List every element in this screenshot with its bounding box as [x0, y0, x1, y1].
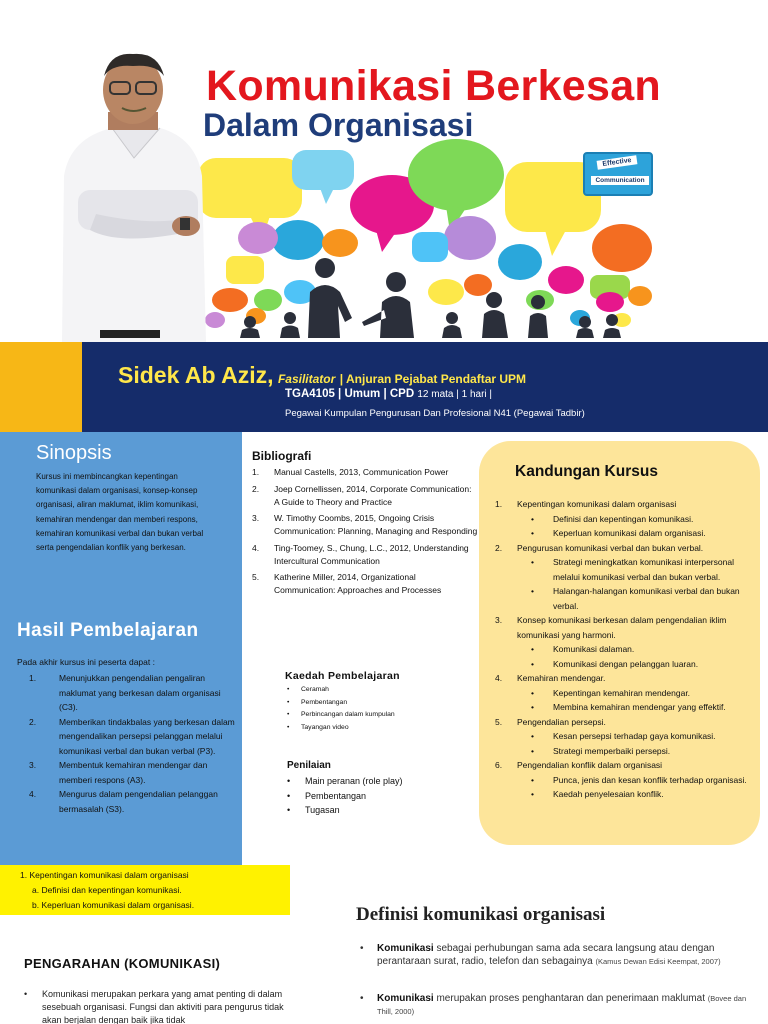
sub-list-item: • Kaedah penyelesaian konflik. [529, 787, 755, 802]
list-item: • Tugasan [287, 803, 467, 818]
list-item: • Ceramah [285, 685, 395, 696]
kaedah-list [285, 685, 395, 735]
effective-communication-card [583, 152, 653, 196]
list-item: 4. Ting-Toomey, S., Chung, L.C., 2012, Understanding Intercultural Communication [252, 542, 469, 566]
bibliografi-heading: Bibliografi [252, 449, 312, 463]
penilaian-heading: Penilaian [287, 760, 331, 771]
course-hours: 12 mata | 1 hari | [417, 389, 493, 400]
sub-list-item: • Kesan persepsi terhadap gaya komunikasi. [529, 729, 755, 744]
facilitator-photo [62, 54, 206, 342]
hasil-list [17, 671, 241, 816]
card-label-communication: Communication [591, 176, 649, 185]
facilitator-banner [82, 342, 768, 432]
sinopsis-text: Kursus ini membincangkan kepentingan komunikasi dalam organisasi, konsep-konsep organisasi, aliran maklumat, iklim komunikasi, kemahiran mendengar dan memberi respons, kemahiran komunikasi verbal dan bukan verbal serta pengendalian konflik yang berkesan. [36, 472, 204, 553]
sub-list-item: • Komunikasi dalaman. [529, 642, 755, 657]
pengarahan-body [24, 988, 286, 1024]
list-item: • Tayangan video [285, 723, 395, 734]
definisi-heading: Definisi komunikasi organisasi [356, 904, 606, 925]
list-item: 3. Membentuk kemahiran mendengar dan memberi respons (A3). [29, 760, 208, 785]
list-item: 2. Memberikan tindakbalas yang berkesan dalam mengendalikan persepsi pelanggan melalui komunikasi verbal dan bukan verbal (P3). [29, 716, 235, 756]
hasil-intro: Pada akhir kursus ini peserta dapat : [17, 657, 155, 667]
list-item: • Pembentangan [287, 789, 467, 804]
list-item: 2. Pengurusan komunikasi verbal dan bukan verbal. • Strategi meningkatkan komunikasi interpersonal melalui komunikasi verbal dan bukan verbal. • Halangan-halangan komunikasi verbal dan bukan verbal. [493, 541, 755, 614]
strip-line-b: b. Keperluan komunikasi dalam organisasi. [32, 900, 195, 910]
strip-line-a: a. Definisi dan kepentingan komunikasi. [32, 885, 182, 895]
kandungan-heading: Kandungan Kursus [515, 463, 658, 480]
sub-list-item: • Keperluan komunikasi dalam organisasi. [529, 526, 755, 541]
list-item: 3. Konsep komunikasi berkesan dalam pengendalian iklim komunikasi yang harmoni. • Komunikasi dalaman. • Komunikasi dengan pelanggan luaran. [493, 613, 755, 671]
list-item: 5. Pengendalian persepsi. • Kesan persepsi terhadap gaya komunikasi. • Strategi memperbaiki persepsi. [493, 715, 755, 759]
course-code-line [285, 388, 492, 400]
sinopsis-heading: Sinopsis [36, 442, 112, 464]
organizer-label: | Anjuran Pejabat Pendaftar UPM [339, 372, 527, 386]
list-item: 4. Kemahiran mendengar. • Kepentingan kemahiran mendengar. • Membina kemahiran mendengar yang effektif. [493, 671, 755, 715]
list-item: 5. Katherine Miller, 2014, Organizational Communication: Approaches and Processes [252, 572, 442, 595]
highlight-strip [0, 865, 290, 915]
kandungan-panel [479, 441, 760, 845]
hasil-heading: Hasil Pembelajaran [17, 620, 199, 641]
strip-line-1: 1. Kepentingan komunikasi dalam organisasi [20, 870, 189, 880]
accent-yellow-block [0, 342, 82, 432]
sub-list-item: • Strategi meningkatkan komunikasi interpersonal melalui komunikasi verbal dan bukan verbal. [529, 555, 755, 584]
bibliografi-list [252, 466, 478, 601]
left-info-panel [0, 432, 242, 865]
sub-list-item: • Halangan-halangan komunikasi verbal dan bukan verbal. [529, 584, 755, 613]
page-title: Komunikasi Berkesan [206, 62, 661, 110]
penilaian-list [287, 774, 467, 818]
sub-list-item: • Definisi dan kepentingan komunikasi. [529, 512, 755, 527]
card-label-effective: Effective [597, 155, 638, 169]
definisi-list [360, 942, 760, 1024]
list-item: 1. Manual Castells, 2013, Communication Power [252, 467, 449, 477]
list-item: 1. Menunjukkan pengendalian pengaliran maklumat yang berkesan dalam organisasi (C3). [29, 673, 221, 712]
list-item: 3. W. Timothy Coombs, 2015, Ongoing Crisis Communication: Planning, Managing and Responding [252, 513, 478, 536]
facilitator-line [118, 362, 526, 389]
sub-list-item: • Komunikasi dengan pelanggan luaran. [529, 657, 755, 672]
sub-list-item: • Strategi memperbaiki persepsi. [529, 744, 755, 759]
list-item: • Perbincangan dalam kumpulan [285, 710, 395, 721]
facilitator-name: Sidek Ab Aziz, [118, 362, 274, 388]
page-subtitle: Dalam Organisasi [203, 107, 474, 143]
list-item: • Komunikasi merupakan proses penghantaran dan penerimaan maklumat (Bovee dan Thill, 2000) [360, 992, 760, 1018]
list-item: 6. Pengendalian konflik dalam organisasi • Punca, jenis dan kesan konflik terhadap organisasi. • Kaedah penyelesaian konflik. [493, 758, 755, 802]
kaedah-heading: Kaedah Pembelajaran [285, 670, 400, 682]
list-item: • Pembentangan [285, 698, 395, 709]
sub-list-item: • Membina kemahiran mendengar yang effektif. [529, 700, 755, 715]
kandungan-list [493, 497, 755, 802]
pengarahan-text: Komunikasi merupakan perkara yang amat penting di dalam sesebuah organisasi. Fungsi dan aktiviti para pengurus tidak akan berjalan dengan baik jika tidak [42, 989, 284, 1024]
list-item: • Main peranan (role play) [287, 774, 467, 789]
list-item: 2. Joep Cornellissen, 2014, Corporate Communication: A Guide to Theory and Practice [252, 483, 472, 507]
sub-list-item: • Kepentingan kemahiran mendengar. [529, 686, 755, 701]
list-item: • Komunikasi sebagai perhubungan sama ada secara langsung atau dengan perantaraan surat, radio, telefon dan sebagainya (Kamus Dewan Edisi Keempat, 2007) [360, 942, 760, 968]
course-code: TGA4105 | Umum | CPD [285, 388, 415, 400]
facilitator-role: Fasilitator [277, 372, 336, 386]
list-item: 1. Kepentingan komunikasi dalam organisasi • Definisi dan kepentingan komunikasi. • Keperluan komunikasi dalam organisasi. [493, 497, 755, 541]
pengarahan-heading: PENGARAHAN (KOMUNIKASI) [24, 956, 221, 971]
hero-section [0, 0, 768, 342]
list-item: 4. Mengurus dalam pengendalian pelanggan bermasalah (S3). [29, 789, 218, 814]
sub-list-item: • Punca, jenis dan kesan konflik terhadap organisasi. [529, 773, 755, 788]
target-group: Pegawai Kumpulan Pengurusan Dan Profesional N41 (Pegawai Tadbir) [285, 408, 585, 419]
bullet-icon: • [24, 989, 28, 999]
